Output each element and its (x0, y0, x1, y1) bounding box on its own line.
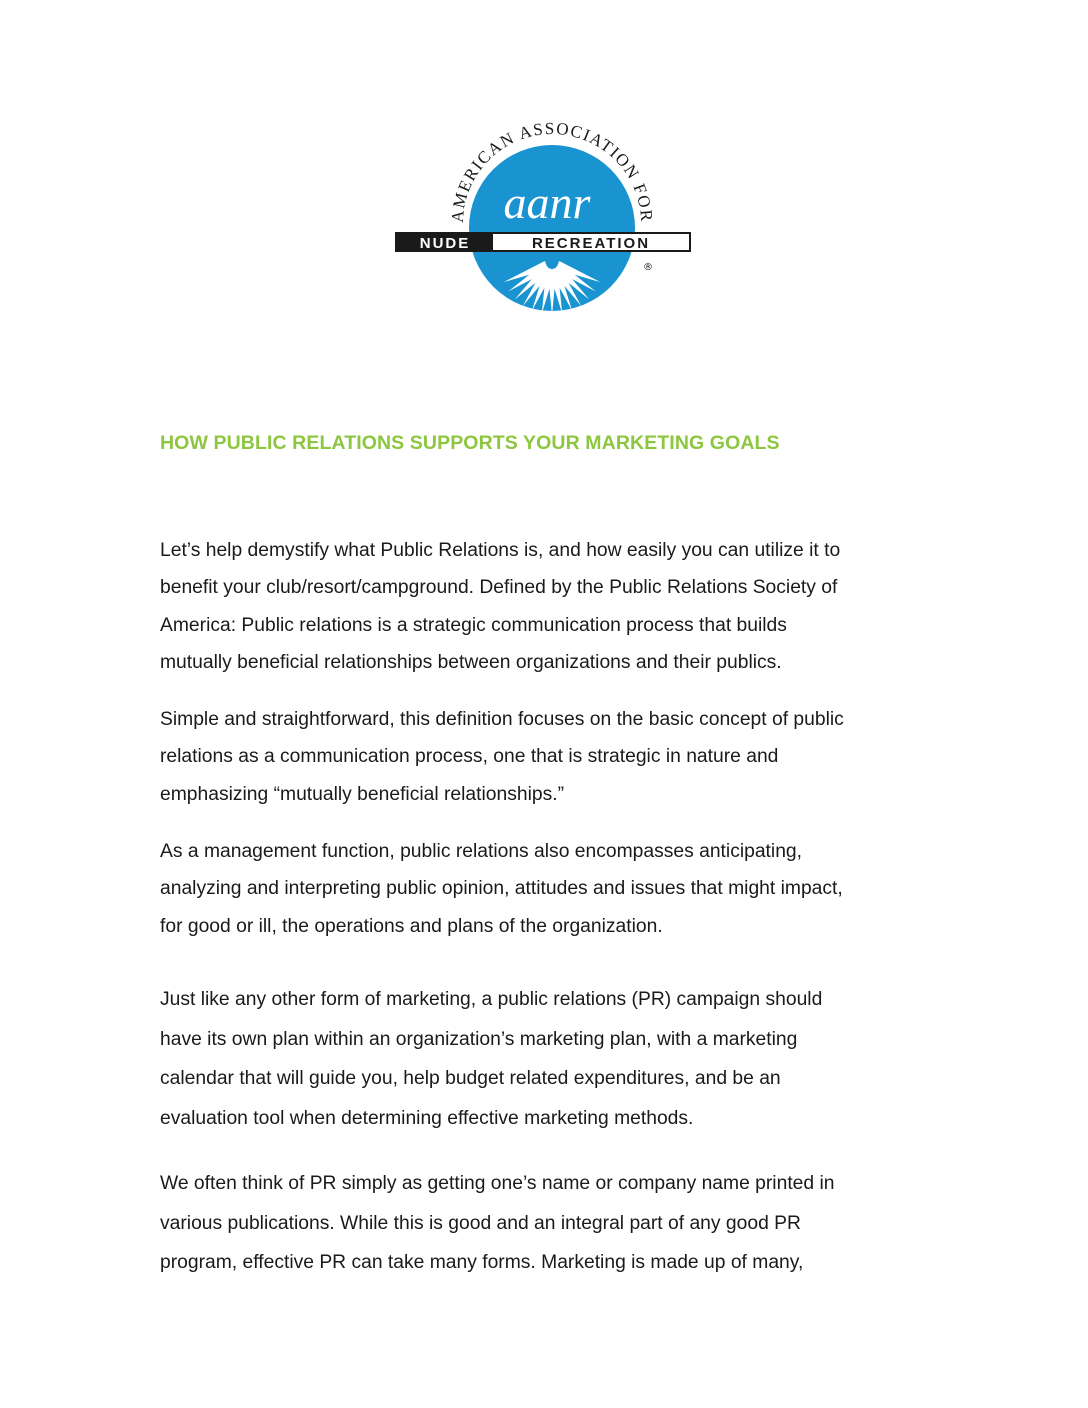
logo-arc-text: AMERICAN ASSOCIATION FOR (447, 118, 657, 224)
paragraph-line: We often think of PR simply as getting one’s name or company name printed in (160, 1173, 835, 1194)
paragraph-line: Let’s help demystify what Public Relations is, and how easily you can utilize it to (160, 540, 841, 561)
paragraph-line: have its own plan within an organization’s marketing plan, with a marketing (160, 1028, 798, 1050)
paragraph-2 (160, 701, 930, 813)
logo-banner-nude: NUDE (419, 235, 471, 252)
paragraph-1 (160, 532, 930, 681)
paragraph-line: Simple and straightforward, this definition focuses on the basic concept of public (160, 709, 844, 730)
paragraph-line: As a management function, public relations also encompasses anticipating, (160, 841, 803, 862)
logo-acronym: aanr (503, 177, 591, 228)
logo-banner-recreation: RECREATION (531, 235, 651, 252)
paragraph-line: program, effective PR can take many forms. Marketing is made up of many, (160, 1252, 804, 1274)
paragraph-3 (160, 833, 930, 945)
paragraph-line: Just like any other form of marketing, a public relations (PR) campaign should (160, 989, 823, 1010)
logo-registered-mark: ® (643, 262, 653, 273)
aanr-logo (395, 95, 695, 335)
paragraph-line: analyzing and interpreting public opinion, attitudes and issues that might impact, (160, 878, 843, 900)
paragraph-line: mutually beneficial relationships between organizations and their publics. (160, 651, 782, 673)
paragraph-line: emphasizing “mutually beneficial relationships.” (160, 783, 565, 805)
paragraph-line: various publications. While this is good and an integral part of any good PR (160, 1212, 801, 1234)
paragraph-line: benefit your club/resort/campground. Defined by the Public Relations Society of (160, 577, 838, 599)
paragraph-line: calendar that will guide you, help budget related expenditures, and be an (160, 1068, 781, 1090)
paragraph-line: America: Public relations is a strategic communication process that builds (160, 614, 787, 636)
paragraph-line: relations as a communication process, one that is strategic in nature and (160, 746, 779, 768)
paragraph-4 (160, 980, 930, 1138)
paragraph-line: evaluation tool when determining effective marketing methods. (160, 1107, 694, 1129)
page-heading: HOW PUBLIC RELATIONS SUPPORTS YOUR MARKETING GOALS (160, 432, 780, 454)
paragraph-line: for good or ill, the operations and plans of the organization. (160, 915, 663, 937)
paragraph-5 (160, 1164, 930, 1283)
